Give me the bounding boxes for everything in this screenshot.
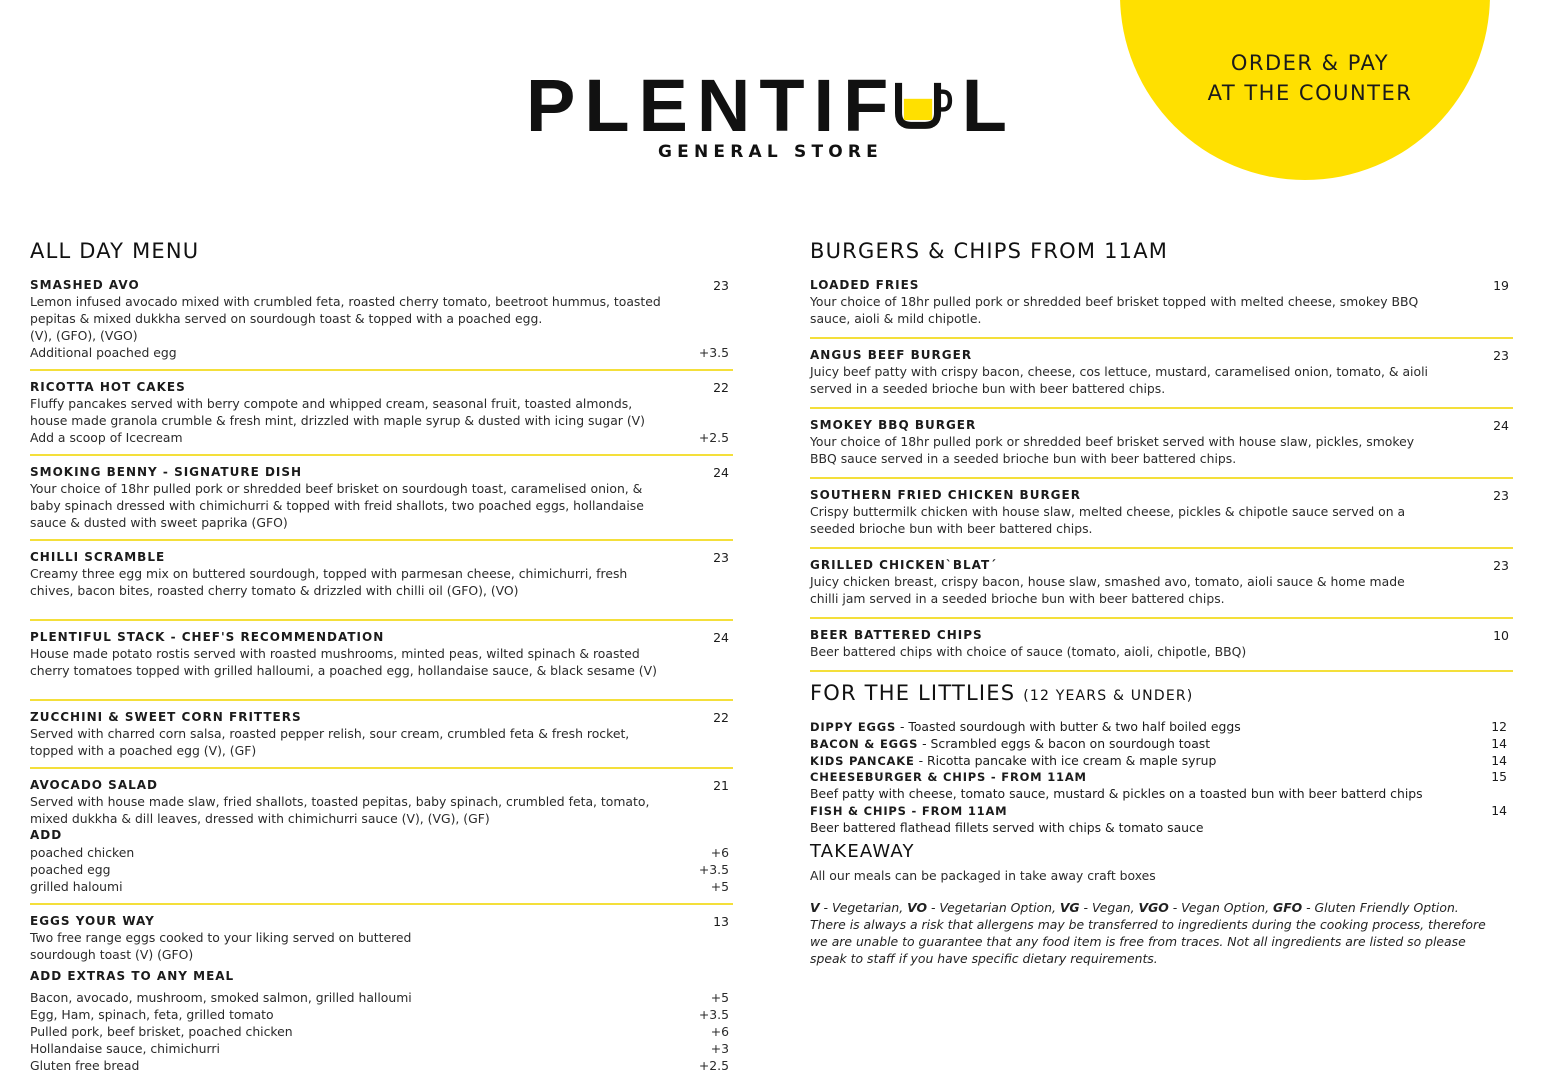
cup-icon [895, 78, 953, 132]
menu-item [810, 347, 1513, 409]
item-title: CHILLI SCRAMBLE [30, 550, 166, 564]
add-label: ADD EXTRAS TO ANY MEAL [30, 969, 235, 983]
menu-item [810, 417, 1513, 479]
addon-row [30, 1057, 733, 1074]
legend-meaning: - Vegetarian Option, [927, 899, 1060, 915]
menu-item [810, 557, 1513, 619]
item-description-line: cherry tomatoes topped with grilled halloumi, a poached egg, hollandaise sauce, & black sesame (V) [30, 663, 657, 678]
addon-label: poached egg [30, 862, 111, 877]
logo-subtitle: GENERAL STORE [658, 142, 883, 162]
littlies-item-price: 15 [1491, 769, 1507, 785]
legend-codes [810, 899, 1513, 916]
item-description-line: sauce & dusted with sweet paprika (GFO) [30, 515, 288, 530]
logo [526, 63, 1016, 147]
legend-code: V [810, 899, 820, 915]
item-description-line: house made granola crumble & fresh mint, drizzled with maple syrup & dusted with icing sugar (V) [30, 413, 645, 428]
addon-price: +2.5 [698, 430, 729, 445]
addon-label: poached chicken [30, 845, 135, 860]
menu-item [30, 629, 733, 701]
item-description-line: (V), (GFO), (VGO) [30, 328, 138, 343]
addon-price: +3.5 [698, 1007, 729, 1022]
legend-code: VGO [1138, 899, 1169, 915]
item-price: 22 [713, 380, 729, 395]
item-description-line: Your choice of 18hr pulled pork or shredded beef brisket served with house slaw, pickles, smokey [810, 434, 1415, 449]
item-description-line: Beer battered chips with choice of sauce (tomato, aioli, chipotle, BBQ) [810, 644, 1247, 659]
addon-price: +2.5 [698, 1058, 729, 1073]
item-title: SMOKEY BBQ BURGER [810, 418, 977, 432]
order-line-1: ORDER & PAY [1230, 51, 1390, 75]
littlies-item-desc: - Ricotta pancake with ice cream & maple syrup [914, 752, 1217, 768]
item-price: 23 [713, 550, 729, 565]
littlies-item [810, 769, 1513, 786]
addon-row [30, 1023, 733, 1040]
item-description-line: House made potato rostis served with roasted mushrooms, minted peas, wilted spinach & roasted [30, 646, 640, 661]
littlies-item [810, 803, 1513, 820]
item-description-line: Creamy three egg mix on buttered sourdough, topped with parmesan cheese, chimichurri, fresh [30, 566, 628, 581]
takeaway-text: All our meals can be packaged in take away craft boxes [810, 867, 1156, 883]
menu-item [810, 627, 1513, 672]
littlies-note: (12 YEARS & UNDER) [1023, 688, 1194, 704]
section-title: BURGERS & CHIPS FROM 11AM [810, 239, 1169, 263]
item-title: LOADED FRIES [810, 278, 920, 292]
legend-code: GFO [1273, 899, 1303, 915]
item-description-line: Crispy buttermilk chicken with house slaw, melted cheese, pickles & chipotle sauce served on a [810, 504, 1406, 519]
menu-item [30, 549, 733, 621]
section-title: ALL DAY MENU [30, 239, 200, 263]
item-description-line: seeded brioche bun with beer battered chips. [810, 521, 1093, 536]
legend-code: VG [1059, 899, 1080, 915]
logo-text-b: L [961, 63, 1016, 147]
addon-row [30, 429, 733, 446]
legend-meaning: - Vegan Option, [1168, 899, 1274, 915]
item-description-line: Two free range eggs cooked to your liking served on buttered [30, 930, 412, 945]
item-price: 23 [1493, 558, 1509, 573]
addon-price: +5 [710, 879, 729, 894]
item-description-line: Juicy beef patty with crispy bacon, cheese, cos lettuce, mustard, caramelised onion, tomato, & aioli [810, 364, 1428, 379]
item-price: 10 [1493, 628, 1509, 643]
takeaway-title: TAKEAWAY [810, 840, 915, 862]
allergen-note-line: we are unable to guarantee that any food item is free from traces. Not all ingredients are listed so please [810, 933, 1466, 949]
item-title: BEER BATTERED CHIPS [810, 628, 983, 642]
addon-price: +3.5 [698, 862, 729, 877]
order-line-2: AT THE COUNTER [1207, 81, 1413, 105]
item-description-line: chives, bacon bites, roasted cherry tomato & drizzled with chilli oil (GFO), (VO) [30, 583, 519, 598]
item-description-line: Juicy chicken breast, crispy bacon, house slaw, smashed avo, tomato, aioli sauce & home made [810, 574, 1405, 589]
addon-label: Egg, Ham, spinach, feta, grilled tomato [30, 1007, 274, 1022]
littlies-item-price: 14 [1491, 735, 1507, 751]
addon-price: +5 [710, 990, 729, 1005]
addon-row [30, 844, 733, 861]
littlies-item-desc: - Toasted sourdough with butter & two half boiled eggs [896, 719, 1241, 734]
legend-meaning: - Gluten Friendly Option. [1302, 899, 1459, 915]
legend-code: VO [907, 899, 928, 915]
item-title: AVOCADO SALAD [30, 778, 159, 792]
addon-label: Bacon, avocado, mushroom, smoked salmon, grilled halloumi [30, 990, 412, 1005]
item-description-line: pepitas & mixed dukkha served on sourdough toast & topped with a poached egg. [30, 311, 543, 326]
item-price: 22 [713, 710, 729, 725]
addon-price: +6 [710, 845, 729, 860]
addon-price: +3 [710, 1041, 729, 1056]
item-price: 24 [1493, 418, 1509, 433]
logo-text-a: PLENTIF [526, 63, 898, 147]
littlies-item [810, 753, 1513, 770]
menu-item [30, 277, 733, 371]
item-title: GRILLED CHICKEN`BLAT´ [810, 558, 998, 572]
addon-label: grilled haloumi [30, 879, 123, 894]
item-title: SMOKING BENNY - SIGNATURE DISH [30, 465, 303, 479]
menu-item [810, 487, 1513, 549]
addon-label: Additional poached egg [30, 345, 177, 360]
littlies-item-description: Beer battered flathead fillets served with chips & tomato sauce [810, 819, 1204, 835]
littlies-item [810, 736, 1513, 753]
dietary-legend [810, 899, 1513, 967]
item-price: 21 [713, 778, 729, 793]
allergen-note-line: speak to staff if you have specific dietary requirements. [810, 950, 1158, 966]
littlies-item-price: 14 [1491, 802, 1507, 818]
all-day-menu-section [30, 238, 733, 1090]
addon-label: Pulled pork, beef brisket, poached chicken [30, 1024, 293, 1039]
littlies-item-name: DIPPY EGGS [810, 720, 897, 734]
item-title: SMASHED AVO [30, 278, 140, 292]
addon-row [30, 861, 733, 878]
addon-row [30, 1006, 733, 1023]
addon-row [30, 878, 733, 895]
littlies-item-price: 14 [1491, 752, 1507, 768]
item-price: 13 [713, 914, 729, 929]
item-price: 24 [713, 630, 729, 645]
item-price: 23 [1493, 348, 1509, 363]
item-title: RICOTTA HOT CAKES [30, 380, 186, 394]
burgers-section [810, 238, 1513, 967]
item-title: SOUTHERN FRIED CHICKEN BURGER [810, 488, 1081, 502]
littlies-heading: FOR THE LITTLIES [810, 681, 1016, 705]
item-title: ZUCCHINI & SWEET CORN FRITTERS [30, 710, 302, 724]
item-description-line: sauce, aioli & mild chipotle. [810, 311, 982, 326]
item-title: EGGS YOUR WAY [30, 914, 155, 928]
littlies-item-desc: - Scrambled eggs & bacon on sourdough toast [918, 735, 1211, 751]
item-description-line: chilli jam served in a seeded brioche bun with beer battered chips. [810, 591, 1225, 606]
littlies-item-name: FISH & CHIPS - FROM 11AM [810, 803, 1008, 818]
menu-item [810, 277, 1513, 339]
item-description-line: baby spinach dressed with chimichurri & topped with freid shallots, two poached eggs, hollandaise [30, 498, 644, 513]
item-description-line: mixed dukkha & dill leaves, dressed with chimichurri sauce (V), (VG), (GF) [30, 811, 490, 826]
addon-row [30, 344, 733, 361]
littlies-title [810, 680, 1513, 709]
menu-item [30, 913, 733, 1082]
item-description-line: Served with charred corn salsa, roasted pepper relish, sour cream, crumbled feta & fresh rocket, [30, 726, 630, 741]
littlies-item [810, 719, 1513, 736]
addon-label: Hollandaise sauce, chimichurri [30, 1041, 220, 1056]
legend-meaning: - Vegetarian, [819, 899, 908, 915]
order-notice [1160, 48, 1460, 108]
item-description-line: Your choice of 18hr pulled pork or shredded beef brisket on sourdough toast, caramelised onion, & [30, 481, 643, 496]
allergen-note-line: There is always a risk that allergens may be transferred to ingredients during the cooking process, therefore [810, 916, 1486, 932]
item-description-line: served in a seeded brioche bun with beer battered chips. [810, 381, 1166, 396]
menu-item [30, 709, 733, 769]
item-description-line: Served with house made slaw, fried shallots, toasted pepitas, baby spinach, crumbled feta, tomato, [30, 794, 650, 809]
item-description-line: BBQ sauce served in a seeded brioche bun with beer battered chips. [810, 451, 1237, 466]
item-price: 19 [1493, 278, 1509, 293]
item-description-line: Lemon infused avocado mixed with crumbled feta, roasted cherry tomato, beetroot hummus, toasted [30, 294, 661, 309]
item-description-line: Your choice of 18hr pulled pork or shredded beef brisket topped with melted cheese, smokey BBQ [810, 294, 1419, 309]
menu-item [30, 379, 733, 456]
littlies-item-name: BACON & EGGS [810, 736, 919, 751]
item-description-line: sourdough toast (V) (GFO) [30, 947, 194, 962]
littlies-item-name: KIDS PANCAKE [810, 753, 915, 768]
item-title: PLENTIFUL STACK - CHEF'S RECOMMENDATION [30, 630, 385, 644]
item-description-line: topped with a poached egg (V), (GF) [30, 743, 257, 758]
item-description-line: Fluffy pancakes served with berry compote and whipped cream, seasonal fruit, toasted almonds, [30, 396, 633, 411]
item-price: 23 [713, 278, 729, 293]
item-price: 23 [1493, 488, 1509, 503]
littlies-item-price: 12 [1491, 719, 1507, 734]
item-price: 24 [713, 465, 729, 480]
add-label: ADD [30, 828, 63, 842]
littlies-item-description: Beef patty with cheese, tomato sauce, mustard & pickles on a toasted bun with beer batterd chips [810, 786, 1423, 802]
menu-item [30, 464, 733, 541]
addon-label: Gluten free bread [30, 1058, 140, 1073]
addon-label: Add a scoop of Icecream [30, 430, 183, 445]
legend-meaning: - Vegan, [1079, 899, 1139, 915]
littlies-item-name: CHEESEBURGER & CHIPS - FROM 11AM [810, 770, 1087, 785]
item-title: ANGUS BEEF BURGER [810, 348, 973, 362]
addon-price: +6 [710, 1024, 729, 1039]
addon-row [30, 989, 733, 1006]
addon-price: +3.5 [698, 345, 729, 360]
addon-row [30, 1040, 733, 1057]
menu-item [30, 777, 733, 905]
